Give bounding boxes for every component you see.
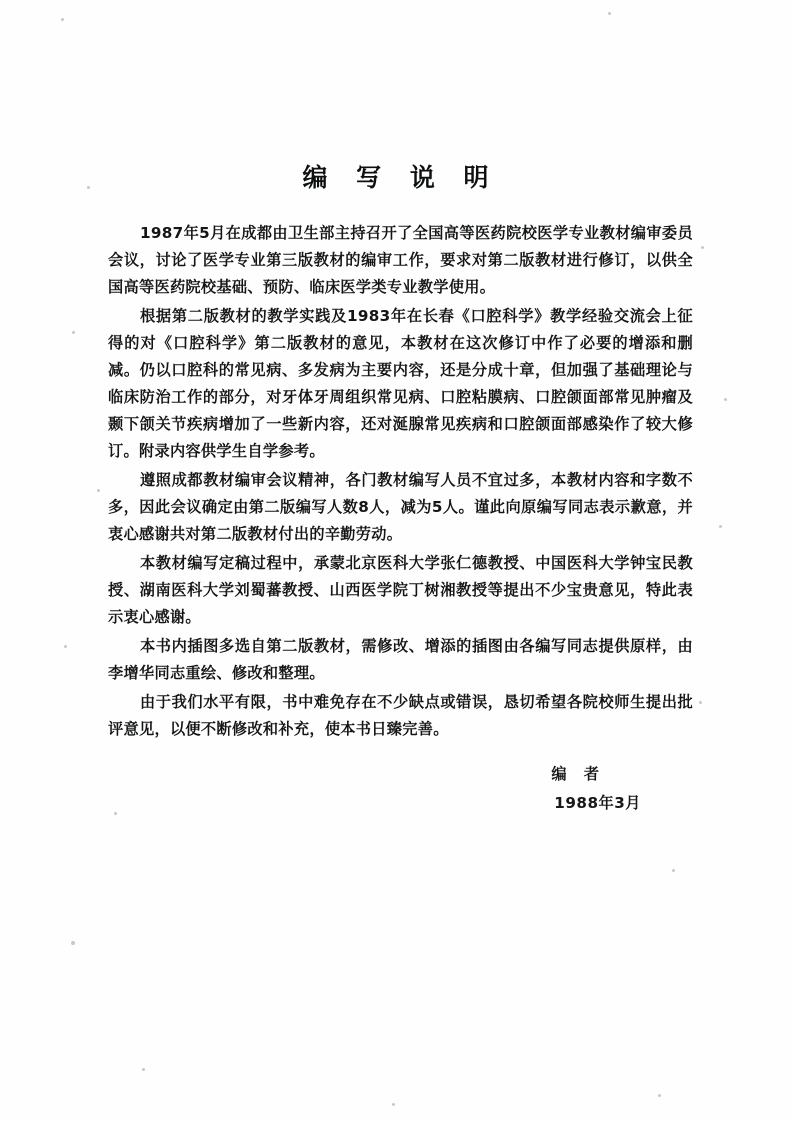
scan-speck	[701, 246, 704, 249]
paragraph: 1987年5月在成都由卫生部主持召开了全国高等医药院校医学专业教材编审委员会议，讨论了医学专业第三版教材的编审工作，要求对第二版教材进行修订，以供全国高等医药院校基础、预防、临床医学类专业教学使用。	[108, 224, 693, 296]
scan-speck	[64, 645, 67, 648]
paragraph: 根据第二版教材的教学实践及1983年在长春《口腔科学》教学经验交流会上征得的对《口腔科学》第二版教材的意见，本教材在这次修订中作了必要的增添和删减。仍以口腔科的常见病、多发病为主要内容，还是分成十章，但加强了基础理论与临床防治工作的部分，对牙体牙周组织常见病、口腔粘膜病、口腔颌面部常见肿瘤及颞下颌关节疾病增加了一些新内容，还对涎腺常见疾病和口腔颌面部感染作了较大修订。附录内容供学生自学参考。	[108, 307, 693, 460]
scan-speck	[72, 331, 75, 334]
scan-speck	[97, 489, 100, 492]
document-body	[108, 158, 693, 817]
scan-speck	[608, 12, 611, 15]
page-title: 编 写 说 明	[302, 163, 499, 192]
scan-speck	[61, 18, 64, 21]
scan-speck	[672, 869, 675, 872]
paragraph: 本书内插图多选自第二版教材，需修改、增添的插图由各编写同志提供原样，由李增华同志重绘、修改和整理。	[108, 637, 693, 682]
scan-speck	[724, 398, 727, 401]
scan-speck	[699, 701, 702, 704]
paragraph: 由于我们水平有限，书中难免存在不少缺点或错误，恳切希望各院校师生提出批评意见，以便不断修改和补充，使本书日臻完善。	[108, 693, 693, 738]
scan-speck	[142, 1068, 145, 1071]
signature: 编 者	[551, 765, 605, 783]
paragraph: 遵照成都教材编审会议精神，各门教材编写人员不宜过多，本教材内容和字数不多，因此会议确定由第二版编写人数8人，减为5人。谨此向原编写同志表示歉意，并衷心感谢共对第二版教材付出的辛勤劳动。	[108, 471, 693, 543]
scan-speck	[87, 186, 90, 189]
paragraph: 本教材编写定稿过程中，承蒙北京医科大学张仁德教授、中国医科大学钟宝民教授、湖南医科大学刘蜀蕃教授、山西医学院丁树湘教授等提出不少宝贵意见，特此表示衷心感谢。	[108, 554, 693, 626]
scan-speck	[71, 941, 75, 945]
scan-speck	[392, 1103, 395, 1106]
scan-speck	[658, 1094, 661, 1097]
signature-date: 1988年3月	[554, 794, 641, 812]
scan-speck	[719, 525, 722, 528]
